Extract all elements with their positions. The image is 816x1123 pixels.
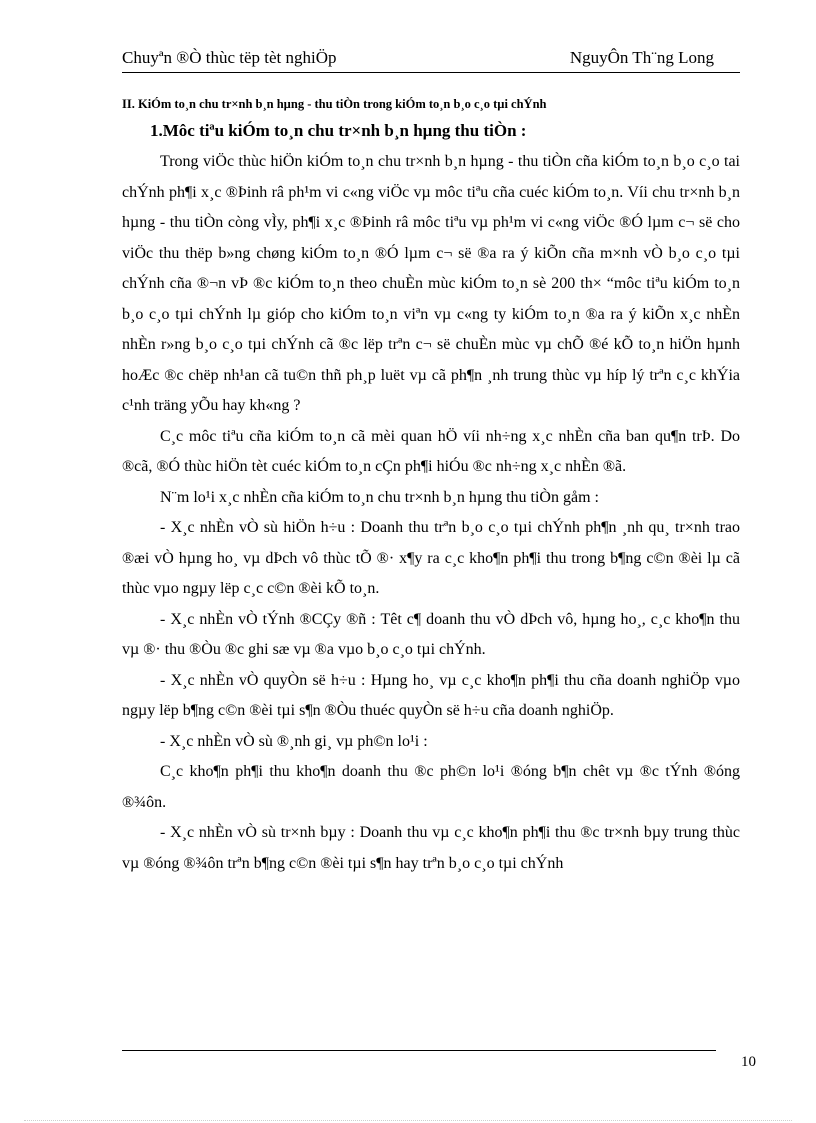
- paragraph: - X¸c nhÈn vÒ sù ®¸nh gi¸ vµ ph©n lo¹i :: [160, 732, 428, 750]
- footer-divider: [122, 1050, 716, 1051]
- paragraph: - X¸c nhÈn vÒ sù hiÖn h÷u : Doanh thu trªn b¸o c¸o tµi chÝnh ph¶n ¸nh qu¸ tr×nh trao ®æi vÒ hµng ho¸ vµ dÞch vô thùc tÕ ®· x¶y ra c¸c kho¶n ph¶i thu trong b¶ng c©n ®èi lµ cã thùc vµo ngµy lëp c¸c c©n ®èi kÕ to¸n.: [122, 519, 740, 597]
- paragraph: C¸c kho¶n ph¶i thu kho¶n doanh thu ®c ph©n lo¹i ®óng b¶n chêt vµ ®c tÝnh ®óng ®¾ôn.: [122, 763, 740, 811]
- header-author: NguyÔn Th¨ng Long: [569, 48, 714, 67]
- paragraph: N¨m lo¹i x¸c nhÈn cña kiÓm to¸n chu tr×nh b¸n hµng thu tiÒn gåm :: [160, 488, 599, 506]
- paragraph: Trong viÖc thùc hiÖn kiÓm to¸n chu tr×nh b¸n hµng - thu tiÒn cña kiÓm to¸n b¸o c¸o tai chÝnh ph¶i x¸c ®Þinh râ ph¹m vi c«ng viÖc vµ môc tiªu cña cuéc kiÓm to¸n. Víi chu tr×nh b¸n hµng - thu tiÒn còng vÌy, ph¶i x¸c ®Þinh râ môc tiªu vµ ph¹m vi c«ng viÖc ®Ó lµm c¬ së cho viÖc thu thëp b»ng chøng kiÓm to¸n ®Ó lµm c¬ së ®a ra ý kiÕn cña m×nh vÒ b¸o c¸o tµi chÝnh cña ®¬n vÞ ®c kiÓm to¸n theo chuÈn mùc kiÓm to¸n sè 200 th× “môc tiªu kiÓm to¸n b¸o c¸o tµi chÝnh lµ gióp cho kiÓm to¸n viªn vµ c«ng ty kiÓm to¸n ®a ra ý kiÕn x¸c nhÈn nhÈn r»ng b¸o c¸o tµi chÝnh cã ®c lëp trªn c¬ së chuÈn mùc vµ chÕ ®é kÕ to¸n hiÖn hµnh hoÆc ®c chëp nh¹an cã tu©n thñ ph¸p luët vµ cã ph¶n ¸nh trung thùc vµ híp lý trªn c¸c khÝia c¹nh träng yÕu hay kh«ng ?: [122, 153, 740, 414]
- paragraph: - X¸c nhÈn vÒ sù tr×nh bµy : Doanh thu vµ c¸c kho¶n ph¶i thu ®c tr×nh bµy trung thùc vµ ®óng ®¾ôn trªn b¶ng c©n ®èi tµi s¶n hay trªn b¸o c¸o tµi chÝnh: [122, 824, 740, 872]
- paragraph: C¸c môc tiªu cña kiÓm to¸n cã mèi quan hÖ víi nh÷ng x¸c nhÈn cña ban qu¶n trÞ. Do ®cã, ®Ó thùc hiÖn tèt cuéc kiÓm to¸n cÇn ph¶i hiÓu ®c nh÷ng x¸c nhÈn ®ã.: [122, 427, 740, 475]
- page-header: [122, 48, 740, 73]
- section-title: II. KiÓm to¸n chu tr×nh b¸n hµng - thu tiÒn trong kiÓm to¸n b¸o c¸o tµi chÝnh: [122, 97, 547, 111]
- page-bottom-edge: [24, 1120, 792, 1121]
- paragraph: - X¸c nhÈn vÒ quyÒn së h÷u : Hµng ho¸ vµ c¸c kho¶n ph¶i thu cña doanh nghiÖp vµo ngµy lëp b¶ng c©n ®èi tµi s¶n ®Òu thuéc quyÒn së h÷u cña doanh nghiÖp.: [122, 671, 740, 719]
- page-number: 10: [741, 1054, 756, 1070]
- header-title: Chuyªn ®Ò thùc tëp tèt nghiÖp: [122, 48, 337, 67]
- paragraph: - X¸c nhÈn vÒ tÝnh ®CÇy ®ñ : Têt c¶ doanh thu vÒ dÞch vô, hµng ho¸, c¸c kho¶n thu vµ ®· thu ®Òu ®c ghi sæ vµ ®a vµo b¸o c¸o tµi chÝnh.: [122, 610, 740, 658]
- document-body: [122, 94, 740, 879]
- subsection-title: 1.Môc tiªu kiÓm to¸n chu tr×nh b¸n hµng thu tiÒn :: [150, 121, 527, 140]
